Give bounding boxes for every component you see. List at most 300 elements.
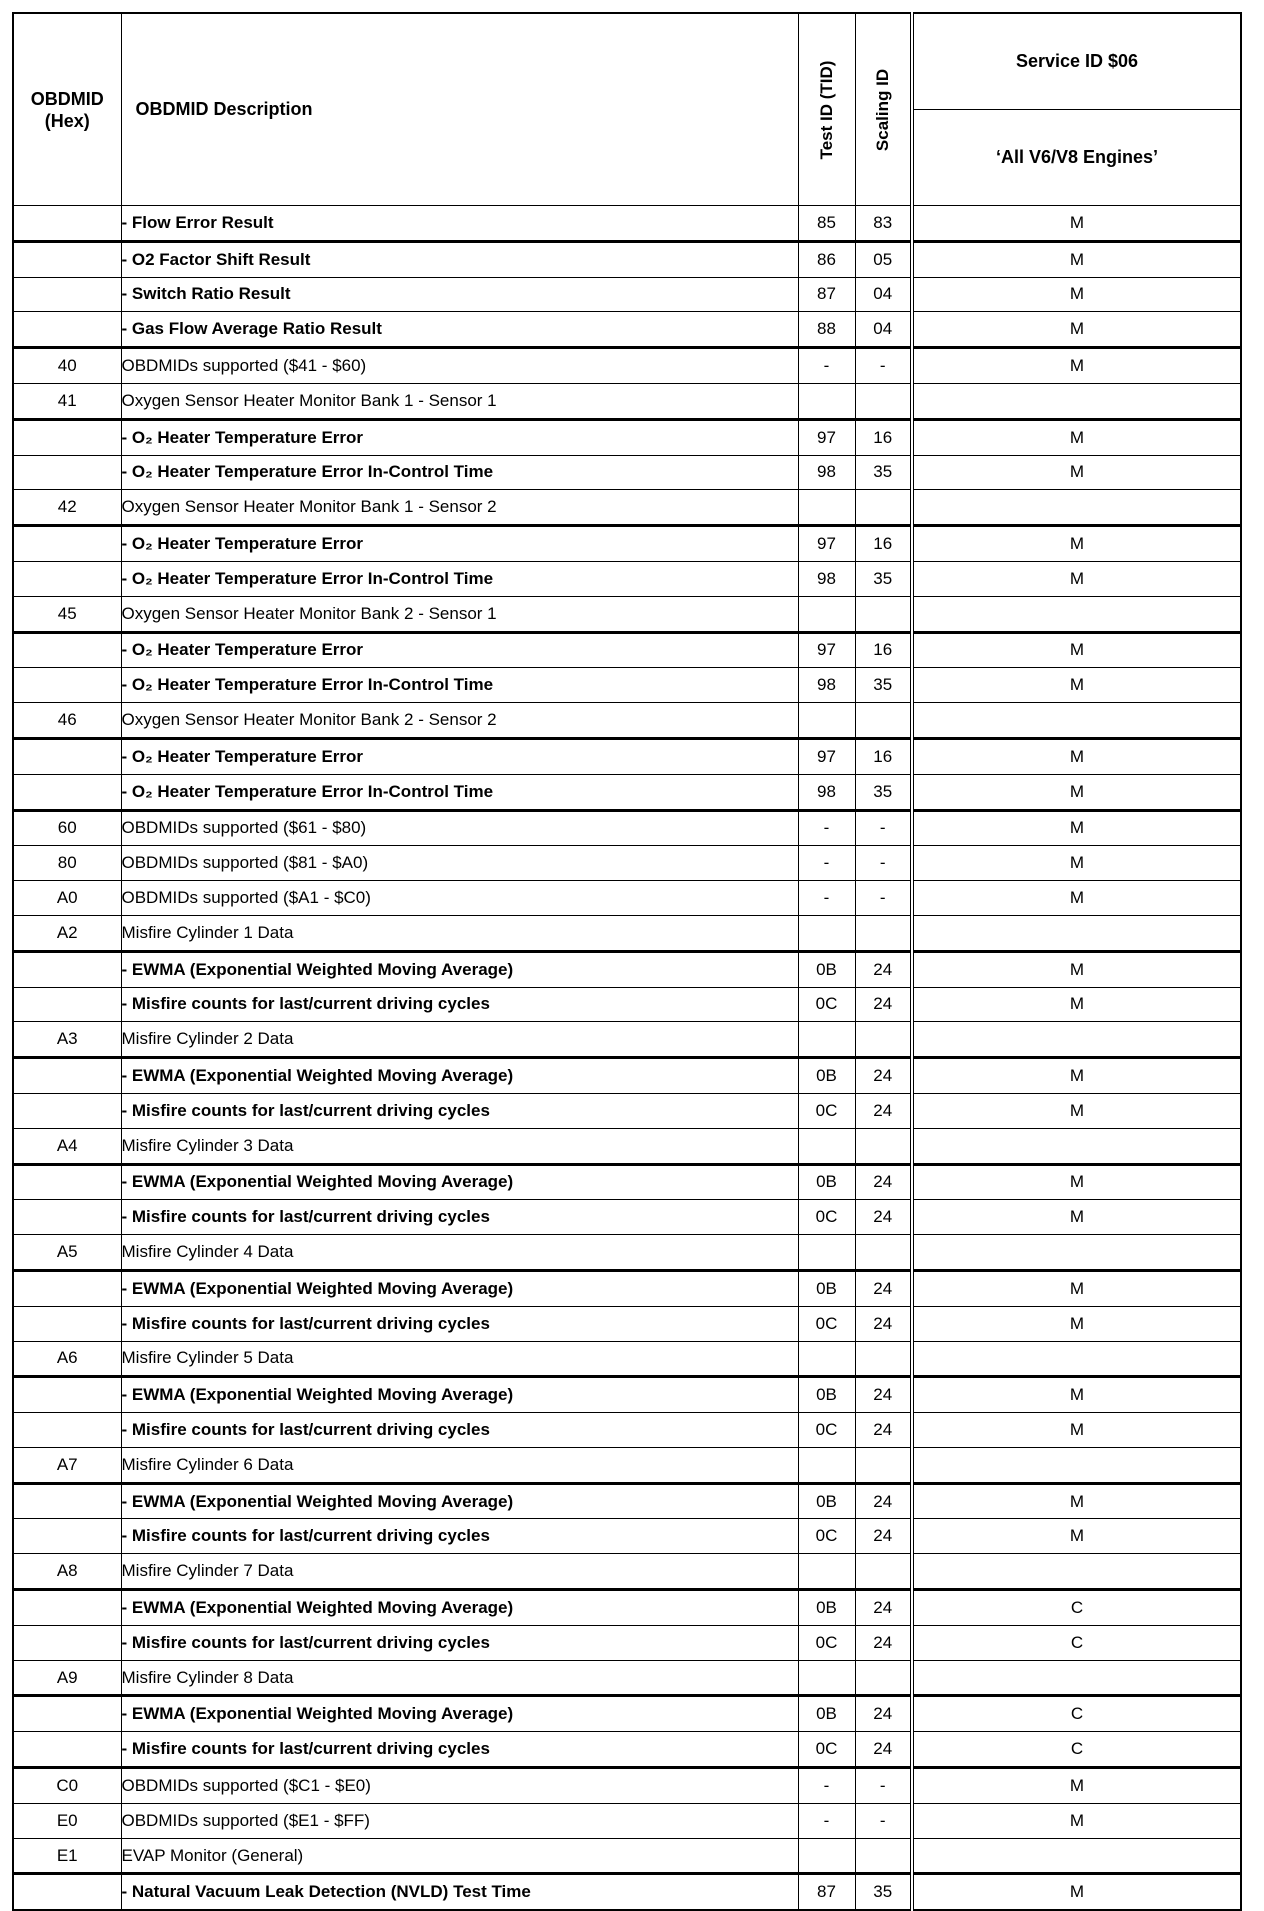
service-cell: M xyxy=(912,277,1241,312)
test-id-cell xyxy=(798,1660,855,1696)
obdmid-cell xyxy=(13,774,121,810)
description-cell: - Misfire counts for last/current driving cycles xyxy=(121,1200,798,1235)
obdmid-cell: 80 xyxy=(13,846,121,881)
description-cell: Misfire Cylinder 1 Data xyxy=(121,915,798,951)
test-id-cell: 0C xyxy=(798,987,855,1022)
test-id-cell xyxy=(798,703,855,739)
test-id-cell xyxy=(798,1838,855,1874)
description-cell: OBDMIDs supported ($A1 - $C0) xyxy=(121,881,798,916)
scaling-id-cell: 83 xyxy=(855,206,912,242)
description-cell: - Gas Flow Average Ratio Result xyxy=(121,312,798,348)
table-row xyxy=(13,1519,1241,1554)
table-row xyxy=(13,1164,1241,1200)
scaling-id-cell: 35 xyxy=(855,668,912,703)
table-row xyxy=(13,277,1241,312)
description-cell: Oxygen Sensor Heater Monitor Bank 1 - Sensor 2 xyxy=(121,490,798,526)
table-row xyxy=(13,1377,1241,1413)
obdmid-cell: E1 xyxy=(13,1838,121,1874)
service-cell: C xyxy=(912,1625,1241,1660)
description-cell: - Misfire counts for last/current driving cycles xyxy=(121,987,798,1022)
test-id-cell xyxy=(798,1554,855,1590)
description-cell: Oxygen Sensor Heater Monitor Bank 2 - Sensor 1 xyxy=(121,596,798,632)
description-cell: - Misfire counts for last/current driving cycles xyxy=(121,1519,798,1554)
test-id-cell: 0B xyxy=(798,1058,855,1094)
service-cell: M xyxy=(912,846,1241,881)
table-row xyxy=(13,455,1241,490)
service-cell: C xyxy=(912,1732,1241,1768)
header-obdmid xyxy=(13,13,121,206)
test-id-cell xyxy=(798,1128,855,1164)
scaling-id-cell: 16 xyxy=(855,526,912,562)
test-id-cell: 0B xyxy=(798,1696,855,1732)
test-id-cell: - xyxy=(798,881,855,916)
scaling-id-cell xyxy=(855,1660,912,1696)
scaling-id-cell: - xyxy=(855,846,912,881)
service-cell: M xyxy=(912,1519,1241,1554)
service-cell: M xyxy=(912,206,1241,242)
table-row xyxy=(13,1093,1241,1128)
service-cell xyxy=(912,1128,1241,1164)
scaling-id-cell: 24 xyxy=(855,1413,912,1448)
test-id-cell: 0C xyxy=(798,1519,855,1554)
test-id-cell: 98 xyxy=(798,774,855,810)
obdmid-cell xyxy=(13,1874,121,1910)
scaling-id-cell: 16 xyxy=(855,632,912,668)
test-id-cell xyxy=(798,1447,855,1483)
test-id-cell: 0B xyxy=(798,1164,855,1200)
table-row xyxy=(13,1200,1241,1235)
obdmid-cell: A9 xyxy=(13,1660,121,1696)
test-id-cell: 0B xyxy=(798,1483,855,1519)
test-id-cell: - xyxy=(798,846,855,881)
test-id-cell: 0B xyxy=(798,1377,855,1413)
table-row xyxy=(13,1660,1241,1696)
description-cell: - Flow Error Result xyxy=(121,206,798,242)
service-cell: M xyxy=(912,1058,1241,1094)
table-row xyxy=(13,206,1241,242)
obdmid-cell xyxy=(13,1058,121,1094)
obdmid-cell: A3 xyxy=(13,1022,121,1058)
description-cell: Misfire Cylinder 4 Data xyxy=(121,1235,798,1271)
scaling-id-cell: - xyxy=(855,1803,912,1838)
table-row xyxy=(13,1483,1241,1519)
test-id-cell: 0C xyxy=(798,1200,855,1235)
obdmid-cell: A8 xyxy=(13,1554,121,1590)
table-row xyxy=(13,1413,1241,1448)
description-cell: - Misfire counts for last/current driving cycles xyxy=(121,1413,798,1448)
description-cell: OBDMIDs supported ($41 - $60) xyxy=(121,348,798,384)
scaling-id-cell xyxy=(855,703,912,739)
service-cell: M xyxy=(912,348,1241,384)
service-cell: M xyxy=(912,774,1241,810)
table-row xyxy=(13,1270,1241,1306)
table-row xyxy=(13,951,1241,987)
obdmid-cell xyxy=(13,455,121,490)
obdmid-cell: 42 xyxy=(13,490,121,526)
service-cell: M xyxy=(912,1803,1241,1838)
scaling-id-cell: 24 xyxy=(855,1306,912,1341)
obdmid-cell xyxy=(13,1625,121,1660)
scaling-id-cell: 04 xyxy=(855,277,912,312)
obdmid-cell: A7 xyxy=(13,1447,121,1483)
header-scaling-id: Scaling ID xyxy=(872,68,892,151)
description-cell: OBDMIDs supported ($81 - $A0) xyxy=(121,846,798,881)
test-id-cell: 98 xyxy=(798,561,855,596)
scaling-id-cell xyxy=(855,1235,912,1271)
description-cell: OBDMIDs supported ($61 - $80) xyxy=(121,810,798,846)
obdmid-cell xyxy=(13,1696,121,1732)
table-row xyxy=(13,738,1241,774)
scaling-id-cell: - xyxy=(855,881,912,916)
scaling-id-cell xyxy=(855,1341,912,1377)
service-cell: M xyxy=(912,632,1241,668)
description-cell: - O₂ Heater Temperature Error xyxy=(121,738,798,774)
service-cell: M xyxy=(912,1768,1241,1804)
scaling-id-cell: 24 xyxy=(855,951,912,987)
table-row xyxy=(13,987,1241,1022)
scaling-id-cell xyxy=(855,490,912,526)
test-id-cell: 97 xyxy=(798,738,855,774)
service-cell xyxy=(912,1660,1241,1696)
table-row xyxy=(13,1235,1241,1271)
scaling-id-cell: 24 xyxy=(855,1377,912,1413)
obdmid-cell xyxy=(13,419,121,455)
obdmid-cell xyxy=(13,987,121,1022)
obdmid-cell xyxy=(13,951,121,987)
table-row xyxy=(13,1838,1241,1874)
obdmid-cell: 41 xyxy=(13,383,121,419)
obdmid-cell: 40 xyxy=(13,348,121,384)
obdmid-cell: A4 xyxy=(13,1128,121,1164)
description-cell: - Natural Vacuum Leak Detection (NVLD) Test Time xyxy=(121,1874,798,1910)
scaling-id-cell xyxy=(855,915,912,951)
service-cell: C xyxy=(912,1590,1241,1626)
test-id-cell: 0C xyxy=(798,1732,855,1768)
test-id-cell xyxy=(798,596,855,632)
description-cell: - Misfire counts for last/current driving cycles xyxy=(121,1732,798,1768)
service-cell: M xyxy=(912,1200,1241,1235)
service-cell: M xyxy=(912,881,1241,916)
scaling-id-cell: - xyxy=(855,810,912,846)
description-cell: - Misfire counts for last/current driving cycles xyxy=(121,1093,798,1128)
header-description: OBDMID Description xyxy=(121,13,798,206)
scaling-id-cell: 24 xyxy=(855,987,912,1022)
scaling-id-cell xyxy=(855,1838,912,1874)
header-obdmid-line1: OBDMID xyxy=(30,88,104,109)
table-row xyxy=(13,1554,1241,1590)
table-row xyxy=(13,632,1241,668)
description-cell: - Misfire counts for last/current driving cycles xyxy=(121,1625,798,1660)
scaling-id-cell xyxy=(855,596,912,632)
obdmid-cell xyxy=(13,312,121,348)
service-cell: M xyxy=(912,526,1241,562)
scaling-id-cell: 16 xyxy=(855,419,912,455)
obdmid-cell: 46 xyxy=(13,703,121,739)
service-cell: M xyxy=(912,419,1241,455)
description-cell: EVAP Monitor (General) xyxy=(121,1838,798,1874)
obdmid-table xyxy=(12,12,1242,1911)
test-id-cell: 88 xyxy=(798,312,855,348)
obdmid-cell xyxy=(13,632,121,668)
obdmid-cell: A0 xyxy=(13,881,121,916)
obdmid-cell: A5 xyxy=(13,1235,121,1271)
service-cell xyxy=(912,383,1241,419)
test-id-cell: 0C xyxy=(798,1093,855,1128)
test-id-cell: 0B xyxy=(798,1590,855,1626)
service-cell: M xyxy=(912,1164,1241,1200)
test-id-cell: 0C xyxy=(798,1306,855,1341)
test-id-cell: 97 xyxy=(798,526,855,562)
test-id-cell: - xyxy=(798,1768,855,1804)
service-cell: M xyxy=(912,987,1241,1022)
obdmid-cell xyxy=(13,738,121,774)
service-cell: M xyxy=(912,241,1241,277)
table-row xyxy=(13,1803,1241,1838)
service-cell xyxy=(912,1341,1241,1377)
service-cell: C xyxy=(912,1696,1241,1732)
table-row xyxy=(13,1874,1241,1910)
test-id-cell: 97 xyxy=(798,632,855,668)
scaling-id-cell: 24 xyxy=(855,1200,912,1235)
service-cell xyxy=(912,1022,1241,1058)
description-cell: - Switch Ratio Result xyxy=(121,277,798,312)
obdmid-cell xyxy=(13,1093,121,1128)
scaling-id-cell: 24 xyxy=(855,1696,912,1732)
scaling-id-cell: 16 xyxy=(855,738,912,774)
scaling-id-cell: 35 xyxy=(855,1874,912,1910)
scaling-id-cell: 04 xyxy=(855,312,912,348)
obdmid-cell xyxy=(13,1306,121,1341)
service-cell: M xyxy=(912,951,1241,987)
obdmid-cell xyxy=(13,277,121,312)
header-engines: ‘All V6/V8 Engines’ xyxy=(912,110,1241,206)
description-cell: - O₂ Heater Temperature Error In-Control Time xyxy=(121,455,798,490)
description-cell: - Misfire counts for last/current driving cycles xyxy=(121,1306,798,1341)
description-cell: - O2 Factor Shift Result xyxy=(121,241,798,277)
description-cell: OBDMIDs supported ($C1 - $E0) xyxy=(121,1768,798,1804)
test-id-cell: 87 xyxy=(798,277,855,312)
test-id-cell: - xyxy=(798,348,855,384)
scaling-id-cell: 35 xyxy=(855,561,912,596)
scaling-id-cell xyxy=(855,383,912,419)
test-id-cell xyxy=(798,1022,855,1058)
obdmid-cell xyxy=(13,206,121,242)
scaling-id-cell xyxy=(855,1128,912,1164)
table-row xyxy=(13,881,1241,916)
obdmid-cell: A2 xyxy=(13,915,121,951)
obdmid-cell xyxy=(13,1413,121,1448)
table-row xyxy=(13,348,1241,384)
service-cell xyxy=(912,490,1241,526)
header-scaling-id-cell xyxy=(855,13,912,206)
scaling-id-cell xyxy=(855,1447,912,1483)
scaling-id-cell: 05 xyxy=(855,241,912,277)
service-cell xyxy=(912,915,1241,951)
test-id-cell xyxy=(798,915,855,951)
test-id-cell: 0B xyxy=(798,1270,855,1306)
obdmid-cell xyxy=(13,668,121,703)
obdmid-cell xyxy=(13,1732,121,1768)
test-id-cell: - xyxy=(798,1803,855,1838)
service-cell: M xyxy=(912,312,1241,348)
service-cell xyxy=(912,1447,1241,1483)
service-cell xyxy=(912,1554,1241,1590)
test-id-cell: 0C xyxy=(798,1625,855,1660)
table-row xyxy=(13,1128,1241,1164)
obdmid-document xyxy=(12,12,1240,1911)
description-cell: Misfire Cylinder 5 Data xyxy=(121,1341,798,1377)
service-cell: M xyxy=(912,668,1241,703)
test-id-cell: 98 xyxy=(798,668,855,703)
scaling-id-cell xyxy=(855,1554,912,1590)
test-id-cell: 87 xyxy=(798,1874,855,1910)
table-row xyxy=(13,1625,1241,1660)
table-row xyxy=(13,596,1241,632)
obdmid-cell: 60 xyxy=(13,810,121,846)
table-row xyxy=(13,419,1241,455)
description-cell: - O₂ Heater Temperature Error In-Control Time xyxy=(121,668,798,703)
table-body xyxy=(13,206,1241,1911)
service-cell: M xyxy=(912,810,1241,846)
obdmid-cell xyxy=(13,1270,121,1306)
table-row xyxy=(13,1768,1241,1804)
service-cell xyxy=(912,596,1241,632)
description-cell: Misfire Cylinder 7 Data xyxy=(121,1554,798,1590)
description-cell: Oxygen Sensor Heater Monitor Bank 2 - Sensor 2 xyxy=(121,703,798,739)
description-cell: - EWMA (Exponential Weighted Moving Average) xyxy=(121,1483,798,1519)
description-cell: - EWMA (Exponential Weighted Moving Average) xyxy=(121,951,798,987)
table-row xyxy=(13,383,1241,419)
header-obdmid-line2: (Hex) xyxy=(44,110,90,131)
description-cell: - EWMA (Exponential Weighted Moving Average) xyxy=(121,1377,798,1413)
scaling-id-cell: 24 xyxy=(855,1270,912,1306)
table-row xyxy=(13,1022,1241,1058)
description-cell: Oxygen Sensor Heater Monitor Bank 1 - Sensor 1 xyxy=(121,383,798,419)
table-row xyxy=(13,846,1241,881)
obdmid-cell: 45 xyxy=(13,596,121,632)
service-cell: M xyxy=(912,561,1241,596)
service-cell: M xyxy=(912,455,1241,490)
table-row xyxy=(13,1341,1241,1377)
description-cell: - EWMA (Exponential Weighted Moving Average) xyxy=(121,1164,798,1200)
test-id-cell: 98 xyxy=(798,455,855,490)
test-id-cell: 86 xyxy=(798,241,855,277)
scaling-id-cell: - xyxy=(855,1768,912,1804)
description-cell: - EWMA (Exponential Weighted Moving Average) xyxy=(121,1058,798,1094)
table-row xyxy=(13,774,1241,810)
obdmid-cell xyxy=(13,1377,121,1413)
obdmid-cell xyxy=(13,1483,121,1519)
obdmid-cell xyxy=(13,1164,121,1200)
scaling-id-cell: 24 xyxy=(855,1483,912,1519)
obdmid-cell xyxy=(13,241,121,277)
table-row xyxy=(13,703,1241,739)
test-id-cell xyxy=(798,490,855,526)
description-cell: - EWMA (Exponential Weighted Moving Average) xyxy=(121,1270,798,1306)
obdmid-cell: A6 xyxy=(13,1341,121,1377)
obdmid-cell xyxy=(13,1590,121,1626)
description-cell: Misfire Cylinder 6 Data xyxy=(121,1447,798,1483)
scaling-id-cell: 24 xyxy=(855,1164,912,1200)
description-cell: Misfire Cylinder 3 Data xyxy=(121,1128,798,1164)
table-row xyxy=(13,241,1241,277)
description-cell: - EWMA (Exponential Weighted Moving Average) xyxy=(121,1590,798,1626)
table-row xyxy=(13,668,1241,703)
obdmid-cell xyxy=(13,526,121,562)
service-cell xyxy=(912,1838,1241,1874)
scaling-id-cell: 24 xyxy=(855,1058,912,1094)
table-row xyxy=(13,1590,1241,1626)
scaling-id-cell: 24 xyxy=(855,1625,912,1660)
header-service-id: Service ID $06 xyxy=(912,13,1241,110)
scaling-id-cell: 24 xyxy=(855,1093,912,1128)
service-cell: M xyxy=(912,1874,1241,1910)
test-id-cell xyxy=(798,383,855,419)
service-cell: M xyxy=(912,1483,1241,1519)
table-row xyxy=(13,561,1241,596)
service-cell: M xyxy=(912,1306,1241,1341)
table-row xyxy=(13,490,1241,526)
table-row xyxy=(13,1058,1241,1094)
description-cell: - O₂ Heater Temperature Error In-Control Time xyxy=(121,561,798,596)
description-cell: - O₂ Heater Temperature Error xyxy=(121,632,798,668)
table-row xyxy=(13,1732,1241,1768)
description-cell: Misfire Cylinder 8 Data xyxy=(121,1660,798,1696)
test-id-cell: - xyxy=(798,810,855,846)
obdmid-cell xyxy=(13,1519,121,1554)
table-row xyxy=(13,810,1241,846)
scaling-id-cell xyxy=(855,1022,912,1058)
table-row xyxy=(13,915,1241,951)
service-cell: M xyxy=(912,1377,1241,1413)
service-cell: M xyxy=(912,1270,1241,1306)
test-id-cell xyxy=(798,1235,855,1271)
obdmid-cell xyxy=(13,561,121,596)
obdmid-cell: E0 xyxy=(13,1803,121,1838)
scaling-id-cell: 24 xyxy=(855,1732,912,1768)
service-cell: M xyxy=(912,1093,1241,1128)
description-cell: - EWMA (Exponential Weighted Moving Average) xyxy=(121,1696,798,1732)
scaling-id-cell: 24 xyxy=(855,1519,912,1554)
scaling-id-cell: 35 xyxy=(855,455,912,490)
table-row xyxy=(13,1447,1241,1483)
description-cell: - O₂ Heater Temperature Error xyxy=(121,526,798,562)
scaling-id-cell: 35 xyxy=(855,774,912,810)
obdmid-cell xyxy=(13,1200,121,1235)
test-id-cell: 97 xyxy=(798,419,855,455)
header-test-id-cell xyxy=(798,13,855,206)
table-row xyxy=(13,526,1241,562)
table-row xyxy=(13,1306,1241,1341)
test-id-cell: 0B xyxy=(798,951,855,987)
description-cell: Misfire Cylinder 2 Data xyxy=(121,1022,798,1058)
description-cell: - O₂ Heater Temperature Error In-Control Time xyxy=(121,774,798,810)
description-cell: - O₂ Heater Temperature Error xyxy=(121,419,798,455)
test-id-cell xyxy=(798,1341,855,1377)
service-cell xyxy=(912,703,1241,739)
service-cell: M xyxy=(912,738,1241,774)
service-cell xyxy=(912,1235,1241,1271)
scaling-id-cell: - xyxy=(855,348,912,384)
service-cell: M xyxy=(912,1413,1241,1448)
table-row xyxy=(13,312,1241,348)
test-id-cell: 85 xyxy=(798,206,855,242)
obdmid-cell: C0 xyxy=(13,1768,121,1804)
description-cell: OBDMIDs supported ($E1 - $FF) xyxy=(121,1803,798,1838)
scaling-id-cell: 24 xyxy=(855,1590,912,1626)
table-row xyxy=(13,1696,1241,1732)
test-id-cell: 0C xyxy=(798,1413,855,1448)
